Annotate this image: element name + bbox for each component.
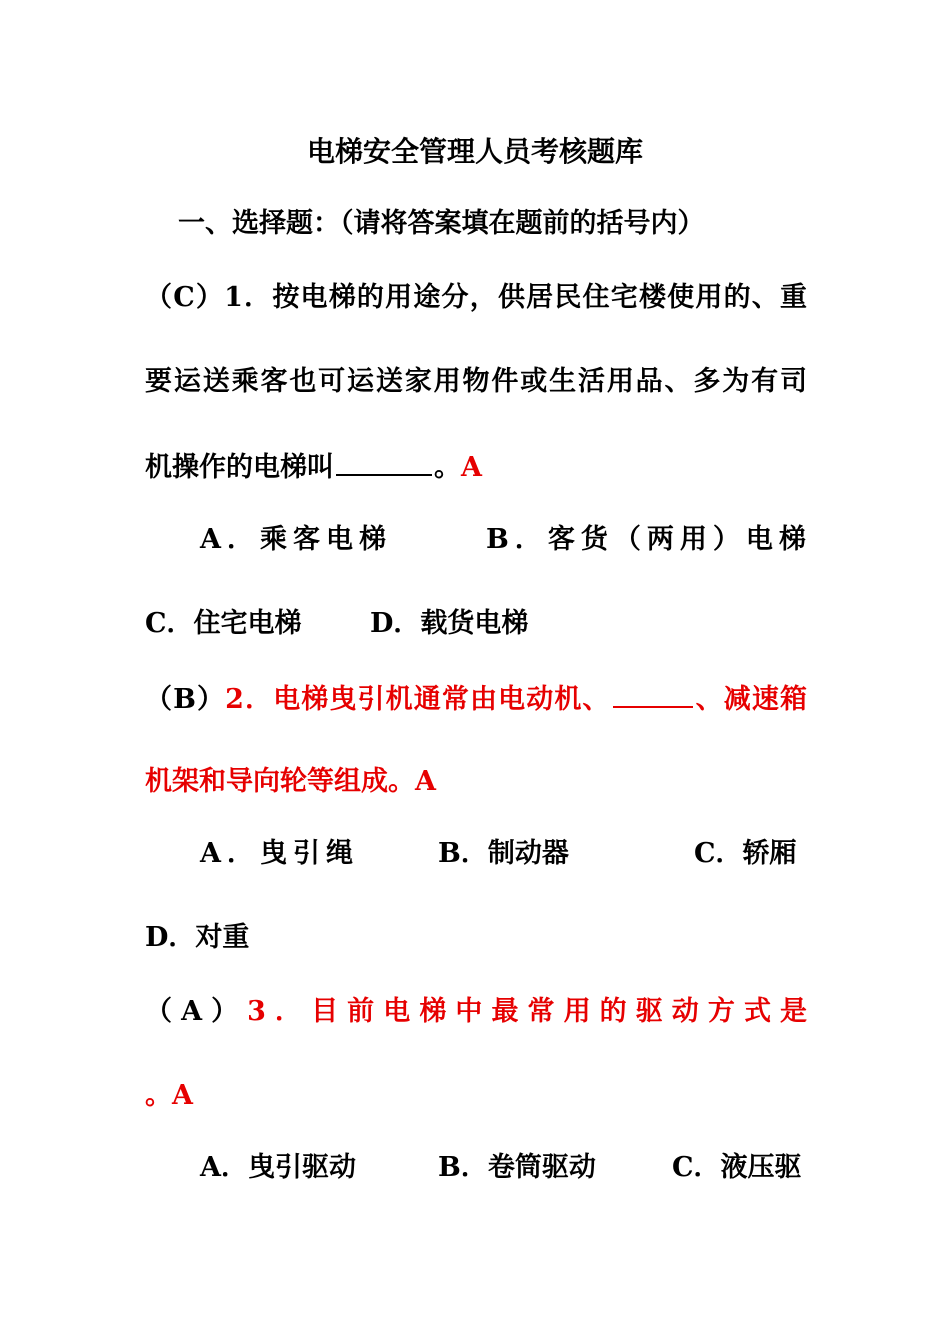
question-1-answer-mark: （C） <box>145 282 225 313</box>
question-1-line-3 <box>145 448 807 486</box>
question-3-option-c: C．液压驱 <box>672 1152 802 1183</box>
question-1-key: A <box>461 452 482 483</box>
question-1-option-d: D．载货电梯 <box>370 608 529 639</box>
question-2-text-before-blank: 电梯曳引机通常由电动机、 <box>273 684 611 715</box>
question-2-option-b: B．制动器 <box>438 838 569 869</box>
question-3-key: A <box>172 1080 193 1111</box>
question-2-key: A <box>415 766 436 797</box>
section-heading: 一、选择题：（请将答案填在题前的括号内） <box>178 208 705 239</box>
question-2-option-d: D．对重 <box>145 922 250 953</box>
question-2-line-2 <box>145 764 807 800</box>
question-1-text: 按电梯的用途分，供居民住宅楼使用的、重 <box>272 282 807 313</box>
question-1-blank <box>336 448 432 476</box>
question-1-option-c: C．住宅电梯 <box>145 608 302 639</box>
question-1-number: 1． <box>224 282 273 313</box>
question-3-option-b: B．卷筒驱动 <box>438 1152 596 1183</box>
page-title: 电梯安全管理人员考核题库 <box>306 135 643 168</box>
question-2-answer-mark: （B） <box>145 684 226 715</box>
question-2-option-c: C．轿厢 <box>694 838 797 869</box>
question-2-blank <box>613 680 693 708</box>
question-3-answer-mark: （A） <box>145 996 248 1027</box>
question-3-text-line-2: 。 <box>145 1080 172 1111</box>
question-2-text-line-2: 机架和导向轮等组成。 <box>145 766 415 797</box>
question-1-line-2: 要运送乘客也可运送家用物件或生活用品、多为有司 <box>145 366 807 397</box>
question-2-option-a: A．曳引绳 <box>200 838 359 869</box>
question-2-text-after-blank: 、减速箱 <box>694 684 807 715</box>
question-1-option-a: A．乘客电梯 <box>200 524 392 555</box>
question-1-option-b: B．客货（两用）电梯 <box>486 524 812 555</box>
question-3-line-1 <box>145 994 807 1030</box>
question-1-line-1 <box>145 280 807 316</box>
question-1-text-after-blank: 。 <box>434 452 461 483</box>
question-2-number: 2． <box>225 684 274 715</box>
question-2-line-1 <box>145 680 807 718</box>
question-1-text-before-blank: 机操作的电梯叫 <box>145 452 334 483</box>
question-3-option-a: A．曳引驱动 <box>200 1152 356 1183</box>
question-3-text: 目前电梯中最常用的驱动方式是 <box>311 996 807 1027</box>
question-3-number: 3． <box>247 996 312 1027</box>
question-3-line-2 <box>145 1078 807 1114</box>
